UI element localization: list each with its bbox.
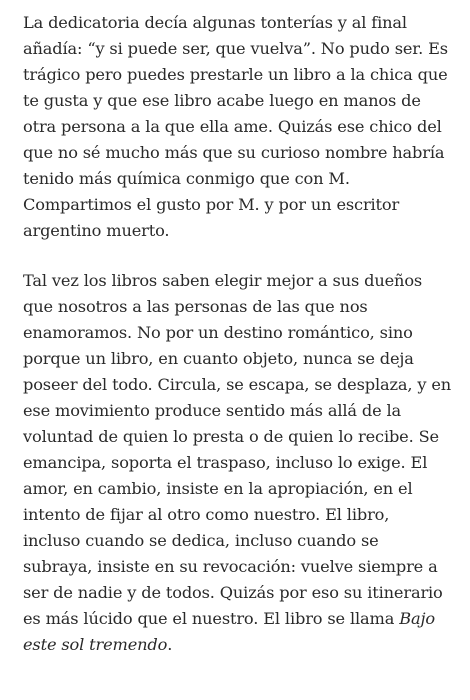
text-line: que no sé mucho más que su curioso nombre habría	[23, 143, 445, 162]
book-title-part-1: Bajo	[399, 609, 435, 628]
text-line	[23, 632, 456, 658]
end-punctuation: .	[167, 635, 173, 654]
text-line: La dedicatoria decía algunas tonterías y al final	[23, 13, 407, 32]
text-line: otra persona a la que ella ame. Quizás ese chico del	[23, 117, 442, 136]
text-line: intento de fijar al otro como nuestro. El libro,	[23, 505, 390, 524]
text-line: Compartimos el gusto por M. y por un escritor	[23, 195, 400, 214]
text-line: Tal vez los libros saben elegir mejor a sus dueños	[23, 271, 423, 290]
text-line: subraya, insiste en su revocación: vuelve siempre a	[23, 557, 438, 576]
text-line: tenido más química conmigo que con M.	[23, 169, 350, 188]
text-line: trágico pero puedes prestarle un libro a la chica que	[23, 65, 448, 84]
text-line: poseer del todo. Circula, se escapa, se desplaza, y en	[23, 375, 452, 394]
text-line: añadía: “y si puede ser, que vuelva”. No pudo ser. Es	[23, 39, 448, 58]
text-line: ser de nadie y de todos. Quizás por eso su itinerario	[23, 583, 443, 602]
text-line: porque un libro, en cuanto objeto, nunca se deja	[23, 349, 414, 368]
text-line: emancipa, soporta el traspaso, incluso lo exige. El	[23, 453, 428, 472]
text-line: voluntad de quien lo presta o de quien lo recibe. Se	[23, 427, 439, 446]
text-line: incluso cuando se dedica, incluso cuando se	[23, 531, 379, 550]
text-line: argentino muerto.	[23, 221, 170, 240]
text-line: que nosotros a las personas de las que nos	[23, 297, 368, 316]
paragraph-2	[23, 268, 456, 658]
book-title-part-2: este sol tremendo	[23, 635, 168, 654]
text-line: enamoramos. No por un destino romántico, sino	[23, 323, 413, 342]
text-line: ese movimiento produce sentido más allá de la	[23, 401, 402, 420]
paragraph-gap	[23, 244, 456, 268]
paragraph-1	[23, 10, 456, 244]
text-line	[23, 606, 456, 632]
text-line: te gusta y que ese libro acabe luego en manos de	[23, 91, 421, 110]
text-line-prefix: es más lúcido que el nuestro. El libro se llama	[23, 609, 400, 628]
text-line: amor, en cambio, insiste en la apropiación, en el	[23, 479, 413, 498]
